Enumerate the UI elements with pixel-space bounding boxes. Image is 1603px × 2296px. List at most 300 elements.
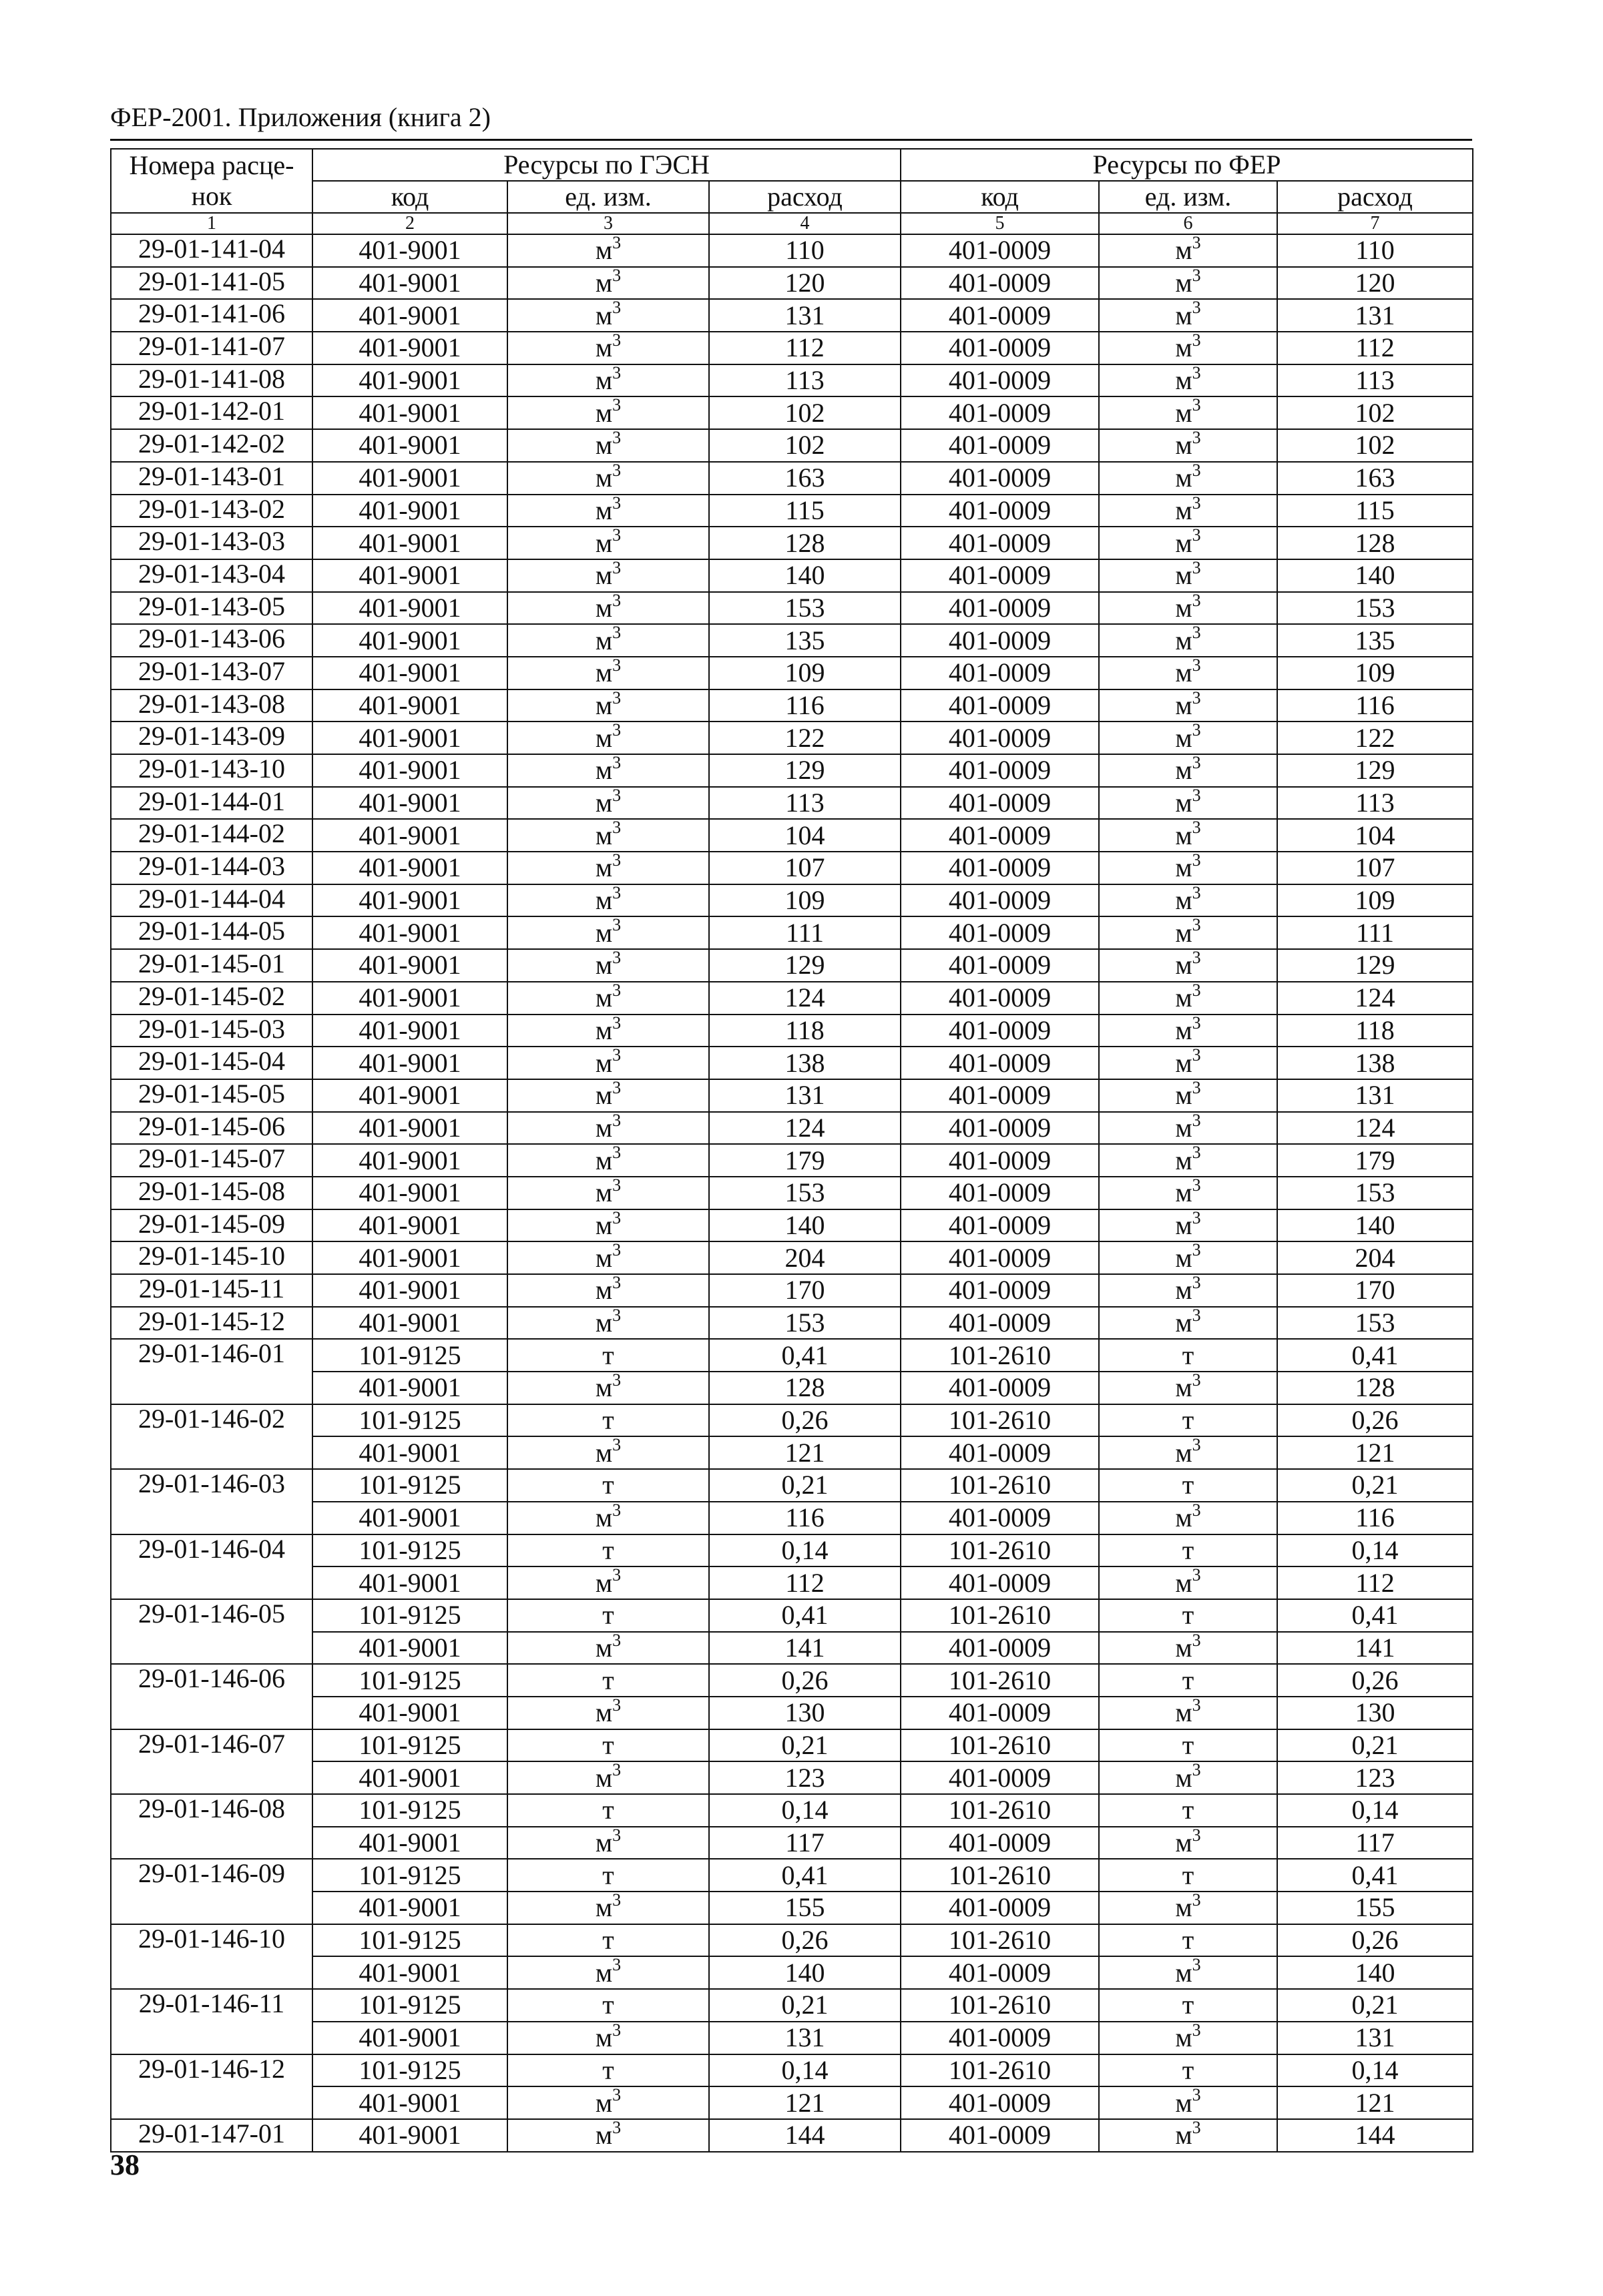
gesn-code: 401-9001 — [312, 819, 507, 852]
gesn-amount: 115 — [709, 495, 901, 527]
fer-unit: $м^3$ — [1099, 2022, 1277, 2054]
page-number: 38 — [110, 2148, 140, 2181]
gesn-code: 101-9125 — [312, 1404, 507, 1437]
fer-unit: $м^3$ — [1099, 332, 1277, 364]
table-row — [111, 1112, 1473, 1145]
fer-code: 401-0009 — [901, 364, 1099, 397]
fer-code: 401-0009 — [901, 949, 1099, 982]
gesn-unit: $м^3$ — [507, 1827, 709, 1859]
fer-amount: 102 — [1277, 396, 1473, 429]
table-row — [111, 1794, 1473, 1827]
gesn-code: 401-9001 — [312, 1892, 507, 1924]
fer-code: 401-0009 — [901, 1566, 1099, 1599]
fer-unit: т — [1099, 1404, 1277, 1437]
gesn-amount: 204 — [709, 1241, 901, 1274]
fer-amount: 0,26 — [1277, 1404, 1473, 1437]
gesn-unit: $м^3$ — [507, 1307, 709, 1340]
fer-amount: 121 — [1277, 1436, 1473, 1469]
page-title: ФЕР-2001. Приложения (книга 2) — [110, 102, 491, 132]
table-row — [111, 559, 1473, 592]
gesn-unit: $м^3$ — [507, 852, 709, 884]
column-number: 3 — [507, 213, 709, 234]
table-row — [111, 1534, 1473, 1567]
rate-number: 29-01-145-01 — [111, 949, 312, 982]
fer-unit: $м^3$ — [1099, 949, 1277, 982]
fer-amount: 109 — [1277, 657, 1473, 689]
table-row — [111, 1859, 1473, 1892]
gesn-unit: $м^3$ — [507, 234, 709, 267]
gesn-amount: 0,14 — [709, 1534, 901, 1567]
gesn-code: 401-9001 — [312, 1566, 507, 1599]
fer-code: 401-0009 — [901, 1372, 1099, 1404]
rate-number: 29-01-145-11 — [111, 1274, 312, 1307]
rate-number: 29-01-145-05 — [111, 1079, 312, 1112]
gesn-unit: $м^3$ — [507, 1761, 709, 1794]
fer-unit: $м^3$ — [1099, 819, 1277, 852]
column-number: 7 — [1277, 213, 1473, 234]
rate-number: 29-01-146-10 — [111, 1924, 312, 1989]
gesn-unit: $м^3$ — [507, 1436, 709, 1469]
rate-number: 29-01-146-09 — [111, 1859, 312, 1924]
gesn-unit: т — [507, 1989, 709, 2022]
gesn-code: 401-9001 — [312, 2022, 507, 2054]
table-row — [111, 1599, 1473, 1632]
rate-number: 29-01-141-04 — [111, 234, 312, 267]
rate-number: 29-01-141-05 — [111, 267, 312, 300]
fer-amount: 113 — [1277, 787, 1473, 820]
gesn-amount: 0,26 — [709, 1664, 901, 1697]
fer-amount: 138 — [1277, 1047, 1473, 1079]
rate-number: 29-01-146-04 — [111, 1534, 312, 1599]
gesn-code: 401-9001 — [312, 916, 507, 949]
table-row — [111, 299, 1473, 332]
fer-unit: т — [1099, 1989, 1277, 2022]
rate-number: 29-01-146-05 — [111, 1599, 312, 1664]
fer-unit: $м^3$ — [1099, 1892, 1277, 1924]
gesn-code: 401-9001 — [312, 754, 507, 787]
gesn-amount: 135 — [709, 624, 901, 657]
gesn-amount: 102 — [709, 429, 901, 462]
table-row — [111, 689, 1473, 722]
gesn-amount: 0,21 — [709, 1729, 901, 1762]
fer-amount: 116 — [1277, 689, 1473, 722]
gesn-code: 101-9125 — [312, 1794, 507, 1827]
fer-unit: $м^3$ — [1099, 267, 1277, 300]
gesn-unit: $м^3$ — [507, 1632, 709, 1665]
gesn-amount: 129 — [709, 949, 901, 982]
fer-amount: 129 — [1277, 754, 1473, 787]
header-rate-numbers: Номера расце-нок — [111, 149, 312, 213]
gesn-unit: $м^3$ — [507, 949, 709, 982]
gesn-unit: $м^3$ — [507, 1112, 709, 1145]
rate-number: 29-01-143-02 — [111, 495, 312, 527]
column-number: 6 — [1099, 213, 1277, 234]
fer-code: 401-0009 — [901, 1209, 1099, 1242]
gesn-amount: 0,41 — [709, 1599, 901, 1632]
fer-amount: 102 — [1277, 429, 1473, 462]
gesn-unit: $м^3$ — [507, 884, 709, 917]
fer-unit: $м^3$ — [1099, 916, 1277, 949]
fer-unit: $м^3$ — [1099, 624, 1277, 657]
gesn-unit: т — [507, 1534, 709, 1567]
table-row — [111, 1566, 1473, 1599]
fer-code: 401-0009 — [901, 624, 1099, 657]
fer-unit: $м^3$ — [1099, 852, 1277, 884]
fer-amount: 0,14 — [1277, 1794, 1473, 1827]
rate-number: 29-01-147-01 — [111, 2119, 312, 2152]
fer-code: 101-2610 — [901, 2054, 1099, 2087]
rate-number: 29-01-144-04 — [111, 884, 312, 917]
fer-unit: $м^3$ — [1099, 657, 1277, 689]
gesn-amount: 0,14 — [709, 1794, 901, 1827]
table-row — [111, 852, 1473, 884]
table-row — [111, 1827, 1473, 1859]
gesn-amount: 179 — [709, 1144, 901, 1177]
table-row — [111, 592, 1473, 625]
table-row — [111, 429, 1473, 462]
fer-amount: 130 — [1277, 1697, 1473, 1729]
table-row — [111, 527, 1473, 559]
fer-amount: 124 — [1277, 982, 1473, 1015]
gesn-unit: т — [507, 1404, 709, 1437]
table-row — [111, 396, 1473, 429]
fer-amount: 111 — [1277, 916, 1473, 949]
gesn-amount: 120 — [709, 267, 901, 300]
fer-code: 401-0009 — [901, 495, 1099, 527]
table-row — [111, 364, 1473, 397]
gesn-amount: 140 — [709, 1209, 901, 1242]
table-row — [111, 234, 1473, 267]
fer-amount: 104 — [1277, 819, 1473, 852]
rate-number: 29-01-145-04 — [111, 1047, 312, 1079]
fer-code: 401-0009 — [901, 1307, 1099, 1340]
fer-unit: $м^3$ — [1099, 754, 1277, 787]
table-row — [111, 916, 1473, 949]
column-number: 2 — [312, 213, 507, 234]
gesn-unit: $м^3$ — [507, 1015, 709, 1047]
gesn-code: 401-9001 — [312, 657, 507, 689]
gesn-code: 101-9125 — [312, 1859, 507, 1892]
fer-code: 401-0009 — [901, 722, 1099, 754]
gesn-unit: $м^3$ — [507, 267, 709, 300]
gesn-amount: 128 — [709, 527, 901, 559]
gesn-amount: 117 — [709, 1827, 901, 1859]
table-row — [111, 1502, 1473, 1534]
gesn-amount: 102 — [709, 396, 901, 429]
fer-code: 101-2610 — [901, 1924, 1099, 1957]
gesn-amount: 124 — [709, 982, 901, 1015]
fer-unit: $м^3$ — [1099, 1761, 1277, 1794]
gesn-amount: 153 — [709, 1307, 901, 1340]
fer-unit: $м^3$ — [1099, 1274, 1277, 1307]
fer-unit: $м^3$ — [1099, 2086, 1277, 2119]
fer-amount: 140 — [1277, 1956, 1473, 1989]
rate-number: 29-01-145-08 — [111, 1177, 312, 1209]
gesn-amount: 129 — [709, 754, 901, 787]
fer-code: 401-0009 — [901, 1827, 1099, 1859]
gesn-code: 401-9001 — [312, 1956, 507, 1989]
fer-amount: 0,21 — [1277, 1469, 1473, 1502]
fer-code: 401-0009 — [901, 462, 1099, 495]
gesn-code: 401-9001 — [312, 2086, 507, 2119]
table-row — [111, 1697, 1473, 1729]
fer-code: 101-2610 — [901, 1729, 1099, 1762]
fer-amount: 0,14 — [1277, 1534, 1473, 1567]
gesn-code: 401-9001 — [312, 1827, 507, 1859]
gesn-unit: $м^3$ — [507, 657, 709, 689]
fer-code: 401-0009 — [901, 657, 1099, 689]
fer-code: 401-0009 — [901, 754, 1099, 787]
price-table — [110, 148, 1473, 2152]
fer-unit: $м^3$ — [1099, 559, 1277, 592]
fer-amount: 107 — [1277, 852, 1473, 884]
table-row — [111, 949, 1473, 982]
fer-unit: $м^3$ — [1099, 1697, 1277, 1729]
rate-number: 29-01-143-04 — [111, 559, 312, 592]
fer-unit: $м^3$ — [1099, 1307, 1277, 1340]
fer-amount: 0,41 — [1277, 1599, 1473, 1632]
fer-unit: $м^3$ — [1099, 1956, 1277, 1989]
gesn-code: 401-9001 — [312, 396, 507, 429]
fer-code: 401-0009 — [901, 1079, 1099, 1112]
gesn-amount: 131 — [709, 299, 901, 332]
column-number: 4 — [709, 213, 901, 234]
table-row — [111, 1047, 1473, 1079]
fer-code: 401-0009 — [901, 689, 1099, 722]
gesn-code: 101-9125 — [312, 2054, 507, 2087]
gesn-unit: $м^3$ — [507, 624, 709, 657]
gesn-code: 401-9001 — [312, 364, 507, 397]
rate-number: 29-01-142-02 — [111, 429, 312, 462]
gesn-unit: $м^3$ — [507, 527, 709, 559]
gesn-amount: 141 — [709, 1632, 901, 1665]
fer-amount: 204 — [1277, 1241, 1473, 1274]
fer-code: 101-2610 — [901, 1859, 1099, 1892]
fer-code: 401-0009 — [901, 1632, 1099, 1665]
rate-number: 29-01-144-03 — [111, 852, 312, 884]
fer-unit: $м^3$ — [1099, 1632, 1277, 1665]
fer-unit: $м^3$ — [1099, 689, 1277, 722]
fer-amount: 179 — [1277, 1144, 1473, 1177]
rate-number: 29-01-143-09 — [111, 722, 312, 754]
gesn-amount: 0,26 — [709, 1924, 901, 1957]
fer-code: 401-0009 — [901, 429, 1099, 462]
fer-code: 401-0009 — [901, 559, 1099, 592]
fer-code: 401-0009 — [901, 299, 1099, 332]
fer-amount: 117 — [1277, 1827, 1473, 1859]
fer-unit: $м^3$ — [1099, 1502, 1277, 1534]
gesn-amount: 111 — [709, 916, 901, 949]
fer-amount: 144 — [1277, 2119, 1473, 2152]
table-row — [111, 722, 1473, 754]
gesn-code: 401-9001 — [312, 1177, 507, 1209]
fer-unit: т — [1099, 1599, 1277, 1632]
fer-unit: $м^3$ — [1099, 1241, 1277, 1274]
gesn-unit: т — [507, 1599, 709, 1632]
fer-unit: $м^3$ — [1099, 495, 1277, 527]
rate-number: 29-01-143-07 — [111, 657, 312, 689]
gesn-unit: $м^3$ — [507, 462, 709, 495]
fer-unit: т — [1099, 2054, 1277, 2087]
fer-code: 401-0009 — [901, 267, 1099, 300]
gesn-code: 401-9001 — [312, 2119, 507, 2152]
header-gesn-code: код — [312, 181, 507, 213]
gesn-unit: $м^3$ — [507, 819, 709, 852]
gesn-unit: $м^3$ — [507, 2119, 709, 2152]
gesn-unit: $м^3$ — [507, 1274, 709, 1307]
fer-amount: 135 — [1277, 624, 1473, 657]
gesn-code: 401-9001 — [312, 1015, 507, 1047]
table-row — [111, 1404, 1473, 1437]
fer-amount: 155 — [1277, 1892, 1473, 1924]
gesn-amount: 109 — [709, 657, 901, 689]
table-row — [111, 657, 1473, 689]
gesn-unit: $м^3$ — [507, 495, 709, 527]
gesn-unit: т — [507, 1729, 709, 1762]
fer-unit: т — [1099, 1664, 1277, 1697]
gesn-code: 401-9001 — [312, 1274, 507, 1307]
fer-amount: 113 — [1277, 364, 1473, 397]
gesn-unit: $м^3$ — [507, 787, 709, 820]
gesn-unit: т — [507, 1859, 709, 1892]
rate-number: 29-01-143-01 — [111, 462, 312, 495]
gesn-unit: $м^3$ — [507, 1047, 709, 1079]
table-row — [111, 982, 1473, 1015]
gesn-amount: 128 — [709, 1372, 901, 1404]
fer-code: 401-0009 — [901, 2119, 1099, 2152]
fer-amount: 129 — [1277, 949, 1473, 982]
fer-code: 401-0009 — [901, 527, 1099, 559]
fer-amount: 116 — [1277, 1502, 1473, 1534]
gesn-code: 401-9001 — [312, 267, 507, 300]
rate-number: 29-01-142-01 — [111, 396, 312, 429]
gesn-amount: 163 — [709, 462, 901, 495]
rate-number: 29-01-146-08 — [111, 1794, 312, 1859]
header-fer-code: код — [901, 181, 1099, 213]
fer-unit: $м^3$ — [1099, 1177, 1277, 1209]
gesn-code: 401-9001 — [312, 1079, 507, 1112]
table-row — [111, 2054, 1473, 2087]
gesn-amount: 0,21 — [709, 1989, 901, 2022]
gesn-code: 401-9001 — [312, 234, 507, 267]
gesn-amount: 116 — [709, 689, 901, 722]
fer-amount: 153 — [1277, 1307, 1473, 1340]
gesn-unit: $м^3$ — [507, 1241, 709, 1274]
fer-amount: 131 — [1277, 299, 1473, 332]
gesn-code: 401-9001 — [312, 1697, 507, 1729]
gesn-unit: т — [507, 1469, 709, 1502]
header-row-numbers — [111, 213, 1473, 234]
fer-unit: т — [1099, 1729, 1277, 1762]
column-number: 1 — [111, 213, 312, 234]
gesn-amount: 140 — [709, 1956, 901, 1989]
gesn-amount: 144 — [709, 2119, 901, 2152]
table-row — [111, 1436, 1473, 1469]
gesn-amount: 153 — [709, 1177, 901, 1209]
table-row — [111, 267, 1473, 300]
header-fer-unit: ед. изм. — [1099, 181, 1277, 213]
gesn-unit: $м^3$ — [507, 559, 709, 592]
fer-code: 401-0009 — [901, 787, 1099, 820]
rate-number: 29-01-143-03 — [111, 527, 312, 559]
gesn-code: 401-9001 — [312, 722, 507, 754]
table-row — [111, 1956, 1473, 1989]
fer-amount: 0,41 — [1277, 1859, 1473, 1892]
fer-unit: $м^3$ — [1099, 1827, 1277, 1859]
header-row-columns — [111, 181, 1473, 213]
gesn-code: 401-9001 — [312, 1632, 507, 1665]
gesn-code: 401-9001 — [312, 495, 507, 527]
rate-number: 29-01-146-07 — [111, 1729, 312, 1794]
fer-code: 101-2610 — [901, 1339, 1099, 1372]
gesn-code: 101-9125 — [312, 1729, 507, 1762]
gesn-unit: $м^3$ — [507, 1502, 709, 1534]
gesn-unit: $м^3$ — [507, 299, 709, 332]
table-row — [111, 1469, 1473, 1502]
gesn-amount: 110 — [709, 234, 901, 267]
fer-unit: $м^3$ — [1099, 527, 1277, 559]
gesn-amount: 104 — [709, 819, 901, 852]
gesn-amount: 109 — [709, 884, 901, 917]
table-row — [111, 1924, 1473, 1957]
gesn-unit: т — [507, 1924, 709, 1957]
gesn-amount: 107 — [709, 852, 901, 884]
gesn-amount: 140 — [709, 559, 901, 592]
table-row — [111, 1989, 1473, 2022]
gesn-unit: $м^3$ — [507, 1566, 709, 1599]
table-row — [111, 1892, 1473, 1924]
gesn-amount: 121 — [709, 2086, 901, 2119]
fer-code: 401-0009 — [901, 2086, 1099, 2119]
fer-amount: 0,14 — [1277, 2054, 1473, 2087]
gesn-amount: 112 — [709, 332, 901, 364]
fer-unit: $м^3$ — [1099, 1372, 1277, 1404]
table-row — [111, 1761, 1473, 1794]
fer-unit: $м^3$ — [1099, 2119, 1277, 2152]
rate-number: 29-01-145-10 — [111, 1241, 312, 1274]
gesn-code: 401-9001 — [312, 982, 507, 1015]
table-row — [111, 462, 1473, 495]
table-row — [111, 1664, 1473, 1697]
fer-amount: 110 — [1277, 234, 1473, 267]
fer-code: 401-0009 — [901, 1112, 1099, 1145]
fer-amount: 128 — [1277, 1372, 1473, 1404]
gesn-amount: 131 — [709, 2022, 901, 2054]
table-head — [111, 149, 1473, 234]
fer-code: 401-0009 — [901, 1015, 1099, 1047]
fer-amount: 121 — [1277, 2086, 1473, 2119]
gesn-amount: 118 — [709, 1015, 901, 1047]
gesn-code: 401-9001 — [312, 462, 507, 495]
table-row — [111, 884, 1473, 917]
fer-code: 401-0009 — [901, 332, 1099, 364]
table-row — [111, 1209, 1473, 1242]
gesn-unit: $м^3$ — [507, 916, 709, 949]
fer-code: 101-2610 — [901, 1599, 1099, 1632]
gesn-code: 401-9001 — [312, 1047, 507, 1079]
gesn-code: 401-9001 — [312, 332, 507, 364]
rate-number: 29-01-145-07 — [111, 1144, 312, 1177]
gesn-code: 401-9001 — [312, 527, 507, 559]
table-row — [111, 1015, 1473, 1047]
gesn-code: 401-9001 — [312, 429, 507, 462]
gesn-amount: 112 — [709, 1566, 901, 1599]
fer-amount: 122 — [1277, 722, 1473, 754]
fer-code: 401-0009 — [901, 1274, 1099, 1307]
fer-amount: 131 — [1277, 2022, 1473, 2054]
gesn-code: 101-9125 — [312, 1339, 507, 1372]
gesn-unit: $м^3$ — [507, 1079, 709, 1112]
